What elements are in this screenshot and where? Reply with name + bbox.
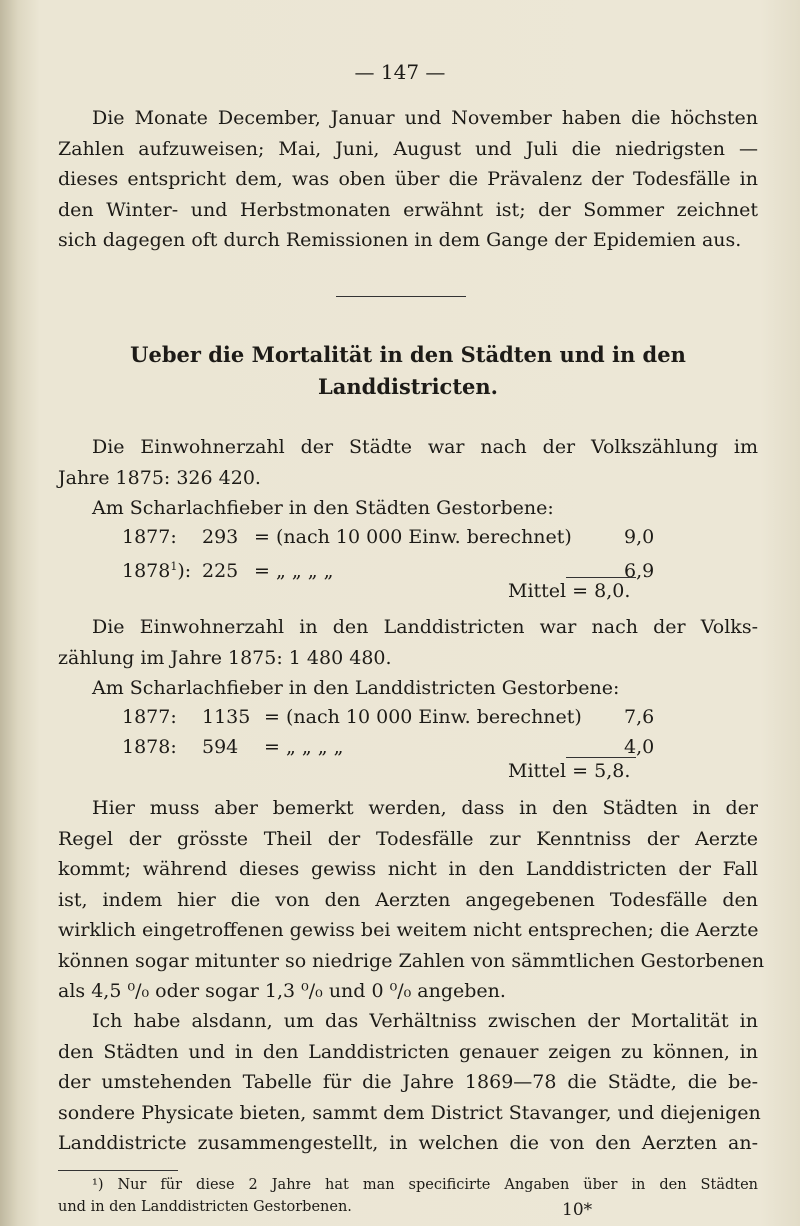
calc-text: = (nach 10 000 Einw. berechnet) [264, 706, 582, 728]
section-heading [58, 339, 758, 403]
footnote-marker: ¹) [92, 1177, 104, 1193]
text-line: dieses entspricht dem, was oben über die Prävalenz der Todesfälle in [58, 168, 758, 190]
year: 1877: [122, 706, 177, 728]
text-line: den Städten und in den Landdistricten genauer zeigen zu können, in [58, 1040, 758, 1063]
paragraph-remark [58, 793, 765, 1007]
page-number: — 147 — [354, 60, 446, 84]
text-line: kommt; während dieses gewiss nicht in den Landdistricten der Fall [58, 858, 758, 880]
cities-mean: Mittel = 8,0. [508, 580, 631, 602]
text-line: Die Monate December, Januar und November haben die höchsten [92, 107, 758, 129]
text-line: als 4,5 ⁰/₀ oder sogar 1,3 ⁰/₀ und 0 ⁰/₀ angeben. [58, 980, 506, 1002]
districts-row-1877 [122, 702, 654, 732]
text-line: Nur für diese 2 Jahre hat man specificirte Angaben über in den Städten [117, 1177, 758, 1193]
value: 9,0 [624, 526, 655, 548]
districts-mean: Mittel = 5,8. [508, 760, 631, 782]
text-line: zählung im Jahre 1875: 1 480 480. [58, 646, 392, 669]
year-suffix: ): [177, 560, 192, 583]
count: 594 [202, 736, 239, 758]
footnote-ref: 1 [170, 560, 178, 573]
districts-intro [58, 612, 758, 704]
calc-text: = (nach 10 000 Einw. berechnet) [254, 526, 572, 548]
text-line: sich dagegen oft durch Remissionen in dem Gange der Epidemien aus. [58, 229, 742, 251]
text-line: Die Einwohnerzahl der Städte war nach der Volkszählung im [92, 436, 758, 458]
count: 293 [202, 526, 239, 548]
text-line: den Winter- und Herbstmonaten erwähnt ist; der Sommer zeichnet [58, 198, 758, 221]
count: 225 [202, 560, 239, 583]
year: 1877: [122, 526, 177, 548]
text-line: Ich habe alsdann, um das Verhältniss zwischen der Mortalität in [92, 1010, 758, 1032]
footnote [58, 1174, 758, 1218]
value: 7,6 [624, 706, 655, 728]
heading-line: Ueber die Mortalität in den Städten und in den [130, 342, 686, 367]
section-divider [336, 296, 466, 297]
text-line: Landdistricte zusammengestellt, in welchen die von den Aerzten an- [58, 1132, 758, 1154]
text-line: Die Einwohnerzahl in den Landdistricten war nach der Volks- [92, 616, 758, 638]
heading-line: Landdistricten. [318, 374, 498, 399]
calc-text: = „ „ „ „ [254, 560, 334, 583]
sum-line [566, 757, 636, 758]
text-line: ist, indem hier die von den Aerzten angegebenen Todesfälle den [58, 888, 758, 911]
year: 1878: [122, 736, 177, 758]
sum-line [566, 577, 636, 578]
text-line: Jahre 1875: 326 420. [58, 466, 261, 489]
year: 1878 [122, 560, 171, 583]
text-line: Zahlen aufzuweisen; Mai, Juni, August und Juli die niedrigsten — [58, 137, 758, 160]
count: 1135 [202, 706, 251, 728]
signature-mark: 10* [562, 1200, 593, 1220]
text-line: sondere Physicate bieten, sammt dem District Stavanger, und diejenigen [58, 1101, 761, 1124]
cities-intro [58, 432, 758, 524]
text-line: der umstehenden Tabelle für die Jahre 1869—78 die Städte, die be- [58, 1071, 758, 1093]
text-line: und in den Landdistricten Gestorbenen. [58, 1199, 352, 1215]
paragraph-table-intro [58, 1006, 761, 1159]
deaths-label: Am Scharlachfieber in den Landdistricten Gestorbene: [92, 677, 620, 699]
footnote-divider [58, 1170, 178, 1171]
text-line: Hier muss aber bemerkt werden, dass in den Städten in der [92, 797, 758, 819]
calc-text: = „ „ „ „ [264, 736, 344, 758]
paragraph-seasons [58, 103, 758, 256]
value: 4,0 [624, 736, 655, 758]
deaths-label: Am Scharlachfieber in den Städten Gestorbene: [92, 497, 554, 519]
cities-row-1877 [122, 522, 654, 552]
value: 6,9 [624, 560, 655, 583]
text-line: wirklich eingetroffenen gewiss bei weitem nicht entsprechen; die Aerzte [58, 919, 759, 941]
text-line: Regel der grösste Theil der Todesfälle zur Kenntniss der Aerzte [58, 827, 758, 850]
text-line: können sogar mitunter so niedrige Zahlen von sämmtlichen Gestorbenen [58, 949, 765, 972]
